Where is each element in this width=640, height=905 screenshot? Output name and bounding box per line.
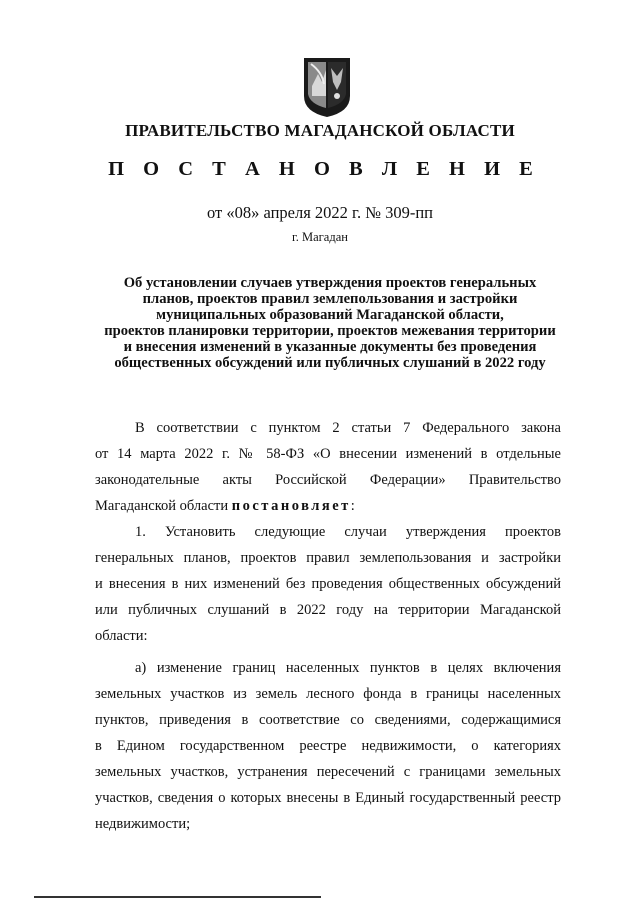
city-name: г. Магадан — [292, 230, 348, 244]
postanovlyaet-word: постановляет — [231, 498, 351, 514]
subject-line: и внесения изменений в указанные документы без проведения — [123, 339, 537, 355]
body-line: участков, сведения о которых внесены в Единый государственный реестр — [95, 790, 561, 806]
body-line: области: — [95, 628, 148, 644]
body-text: : — [350, 498, 355, 514]
footer-rule — [34, 896, 321, 898]
body-line: В соответствии с пунктом 2 статьи 7 Федерального закона — [135, 420, 561, 436]
document-subject — [95, 275, 565, 371]
coat-of-arms-emblem — [302, 56, 352, 118]
document-type-title: П О С Т А Н О В Л Е Н И Е — [108, 158, 540, 180]
subject-line: Об установлении случаев утверждения проектов генеральных — [123, 275, 537, 291]
body-line: земельных участков, устранения пересечений с границами земельных — [95, 764, 561, 780]
body-line: законодательные акты Российской Федерации» Правительство — [95, 472, 561, 488]
subject-line: муниципальных образований Магаданской области, — [156, 307, 504, 323]
subject-line: общественных обсуждений или публичных слушаний в 2022 году — [114, 355, 546, 371]
body-line: земельных участков из земель лесного фонда в границы населенных — [95, 686, 561, 702]
date-and-number: от «08» апреля 2022 г. № 309-пп — [206, 203, 433, 222]
subject-line: проектов планировки территории, проектов межевания территории — [104, 323, 556, 339]
body-line: недвижимости; — [95, 816, 191, 832]
body-line: 1. Установить следующие случаи утверждения проектов — [135, 524, 561, 540]
body-line: и внесения в них изменений без проведения общественных обсуждений — [95, 576, 561, 592]
body-line: пунктов, приведения в соответствие со сведениями, содержащимися — [95, 712, 561, 728]
body-text: Магаданской области — [95, 498, 232, 514]
body-line: генеральных планов, проектов правил землепользования и застройки — [95, 550, 561, 566]
body-line: в Едином государственном реестре недвижимости, о категориях — [95, 738, 561, 754]
body-line: а) изменение границ населенных пунктов в целях включения — [135, 660, 561, 676]
subject-line: планов, проектов правил землепользования и застройки — [142, 291, 518, 307]
body-line: или публичных слушаний в 2022 году на территории Магаданской — [95, 602, 561, 618]
government-title: ПРАВИТЕЛЬСТВО МАГАДАНСКОЙ ОБЛАСТИ — [125, 121, 515, 140]
body-line: от 14 марта 2022 г. № 58-ФЗ «О внесении изменений в отдельные — [95, 446, 561, 462]
body-line — [95, 498, 561, 518]
